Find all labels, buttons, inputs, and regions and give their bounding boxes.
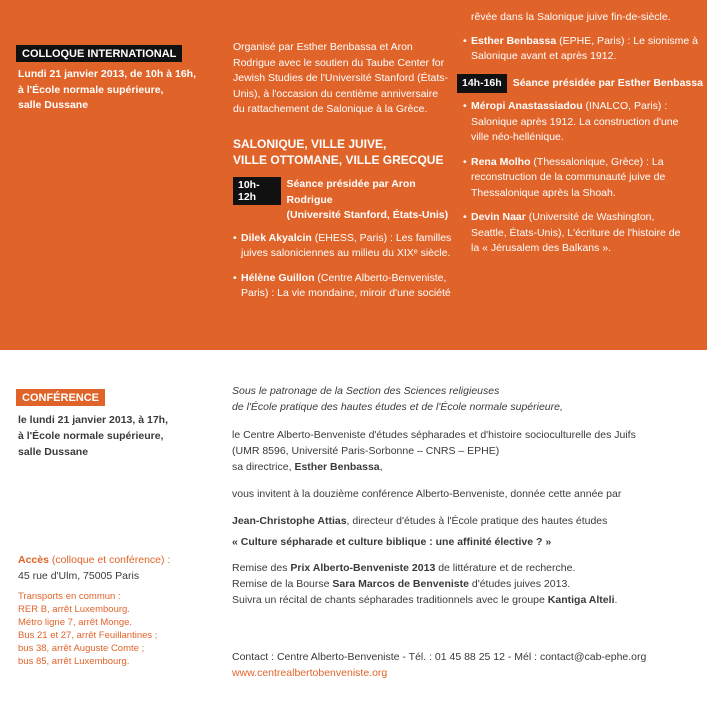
conference-date (18, 412, 168, 460)
talk-guillon: • Hélène Guillon (Centre Alberto-Benveniste, Paris) : La vie mondaine, miroir d'une société (233, 271, 455, 302)
talk-text: Thessalonique après la Shoah. (471, 186, 616, 199)
talk-text: rêvée dans la Salonique juive fin-de-siècle. (471, 11, 671, 23)
talk-text: Paris) : La vie mondaine, miroir d'une société (241, 287, 451, 299)
bourse-text: d'études juives 2013. (468, 578, 571, 590)
prix-name: Prix Alberto-Benveniste 2013 (290, 562, 436, 574)
speaker-role: , directeur d'études à l'École pratique des hautes études (346, 515, 608, 527)
invite-text: vous invitent à la douzième conférence Alberto-Benveniste, donnée cette année par (232, 488, 622, 500)
talk-molho: • Rena Molho (Thessalonique, Grèce) : La reconstruction de la communauté juive de Thessalonique après la Shoah. (463, 155, 703, 202)
intro-line: du rattachement de Salonique à la Grèce. (233, 103, 428, 115)
speaker-name: Rena Molho (471, 155, 531, 168)
acces-heading (18, 552, 170, 568)
centre-line: le Centre Alberto-Benveniste d'études sépharades et d'histoire socioculturelle des Juifs (232, 429, 636, 441)
session-1-chair (287, 177, 455, 224)
prix (232, 560, 702, 576)
speaker-name: Hélène Guillon (241, 271, 315, 284)
bourse (232, 576, 702, 592)
transport-list (18, 590, 170, 668)
session-2-time: 14h-16h (457, 74, 507, 94)
bourse-text: Remise de la Bourse (232, 578, 333, 590)
talk-title: « Culture sépharade et culture biblique : une affinité élective ? » (232, 536, 552, 548)
speaker-name: Devin Naar (471, 211, 526, 223)
colloque-title-line: SALONIQUE, VILLE JUIVE, (233, 137, 387, 151)
transport-line: Métro ligne 7, arrêt Monge. (18, 617, 133, 628)
acces-block (18, 552, 170, 668)
directrice (232, 459, 702, 475)
speaker-name: Méropi Anastassiadou (471, 100, 583, 112)
colloque-title (233, 136, 443, 168)
recital-text: . (614, 594, 618, 606)
chair-line: Séance présidée par Aron Rodrigue (286, 178, 416, 206)
directrice-name: Esther Benbassa (294, 461, 380, 473)
intro-line: Organisé par Esther Benbassa et Aron (233, 41, 413, 53)
colloque-title-line: VILLE OTTOMANE, VILLE GRECQUE (233, 153, 444, 167)
talk-text: (EPHE, Paris) : Le sionisme à (556, 34, 699, 47)
speaker (232, 513, 702, 529)
colloque-date-line: Lundi 21 janvier 2013, de 10h à 16h, (18, 68, 196, 80)
contact-line: Contact : Centre Alberto-Benveniste - Tél. : 01 45 88 25 12 - Mél : contact@cab-ephe.org (232, 651, 647, 663)
talk-naar: • Devin Naar (Université de Washington, Seattle, États-Unis), L'écriture de l'histoire de la « Jérusalem des Balkans ». (463, 210, 703, 257)
acces-label: Accès (18, 554, 49, 566)
chair-line: (Université Stanford, États-Unis) (286, 209, 449, 221)
talk-text: Seattle, États-Unis), L'écriture de l'histoire de (471, 226, 681, 239)
talk-text: ville néo-hellénique. (471, 131, 564, 143)
conference-date-line: à l'École normale supérieure, (18, 430, 164, 442)
transport-line: Bus 21 et 27, arrêt Feuillantines ; (18, 630, 158, 641)
talk-anastassiadou: • Méropi Anastassiadou (INALCO, Paris) : Salonique après 1912. La construction d'une ville néo-hellénique. (463, 99, 703, 146)
talk-text: juives saloniciennes au milieu du XIXᵉ siècle. (241, 247, 451, 259)
talk-text: Salonique avant et après 1912. (471, 50, 617, 62)
patronage-line: Sous le patronage de la Section des Sciences religieuses (232, 385, 500, 397)
speaker-name: Dilek Akyalcin (241, 231, 312, 244)
transport-line: bus 85, arrêt Luxembourg. (18, 656, 130, 667)
conference-body (232, 383, 702, 608)
website-link[interactable]: www.centrealbertobenveniste.org (232, 667, 388, 679)
patronage-line: de l'École pratique des hautes études et de l'École normale supérieure, (232, 401, 563, 413)
colloque-date-line: à l'École normale supérieure, (18, 83, 164, 96)
contact-block (232, 649, 646, 681)
recital-text: Suivra un récital de chants sépharades traditionnels avec le groupe (232, 594, 548, 606)
directrice-prefix: sa directrice, (232, 461, 295, 473)
colloque-col3 (463, 10, 703, 266)
talk-text: reconstruction de la communauté juive de (471, 171, 666, 183)
session-2-chair: Séance présidée par Esther Benbassa (512, 76, 703, 89)
centre-line: (UMR 8596, Université Paris-Sorbonne – CNRS – EPHE) (232, 445, 500, 457)
prix-text: Remise des (232, 562, 291, 574)
session-1-time: 10h-12h (233, 177, 281, 205)
talk-text: (EHESS, Paris) : Les familles (311, 231, 452, 244)
bourse-name: Sara Marcos de Benveniste (332, 578, 469, 590)
talk-akyalcin: • Dilek Akyalcin (EHESS, Paris) : Les familles juives saloniciennes au milieu du XIXᵉ siècle. (233, 231, 455, 262)
colloque-date-line: salle Dussane (18, 99, 89, 111)
recital (232, 592, 702, 608)
colloque-date (18, 67, 196, 114)
conference-tag: CONFÉRENCE (16, 389, 105, 406)
speaker-name: Esther Benbassa (471, 34, 557, 47)
intro-line: Unis), à l'occasion du centième anniversaire (233, 87, 439, 100)
intro-line: Rodrigue avec le soutien du Taube Center for (233, 56, 445, 69)
talk-text: Salonique après 1912. La construction d'une (471, 115, 679, 128)
directrice-suffix: , (379, 461, 383, 473)
transport-line: Transports en commun : (18, 591, 121, 602)
talk-text: la « Jérusalem des Balkans ». (471, 242, 612, 254)
talk-text: (Centre Alberto-Benveniste, (314, 271, 447, 284)
conference-date-line: salle Dussane (18, 446, 89, 458)
talk-text: (INALCO, Paris) : (582, 100, 668, 112)
session-1 (233, 177, 455, 311)
colloque-intro (233, 40, 453, 118)
recital-group: Kantiga Alteli (547, 594, 615, 606)
colloque-tag: COLLOQUE INTERNATIONAL (16, 45, 182, 62)
speaker-name: Jean-Christophe Attias (232, 515, 347, 527)
transport-line: bus 38, arrêt Auguste Comte ; (18, 643, 145, 654)
acces-address: 45 rue d'Ulm, 75005 Paris (18, 570, 140, 582)
talk-text: (Thessalonique, Grèce) : La (530, 155, 664, 168)
talk-benbassa: • Esther Benbassa (EPHE, Paris) : Le sionisme à Salonique avant et après 1912. (463, 34, 703, 65)
transport-line: RER B, arrêt Luxembourg. (18, 604, 130, 615)
conference-date-line: le lundi 21 janvier 2013, à 17h, (18, 414, 168, 426)
talk-text: (Université de Washington, (525, 211, 655, 223)
intro-line: Jewish Studies de l'Université Stanford (États- (233, 72, 449, 84)
patronage (232, 383, 702, 415)
centre (232, 427, 702, 475)
prix-text: de littérature et de recherche. (435, 562, 576, 574)
acces-label-suffix: (colloque et conférence) : (48, 554, 171, 566)
session-2 (457, 74, 703, 94)
